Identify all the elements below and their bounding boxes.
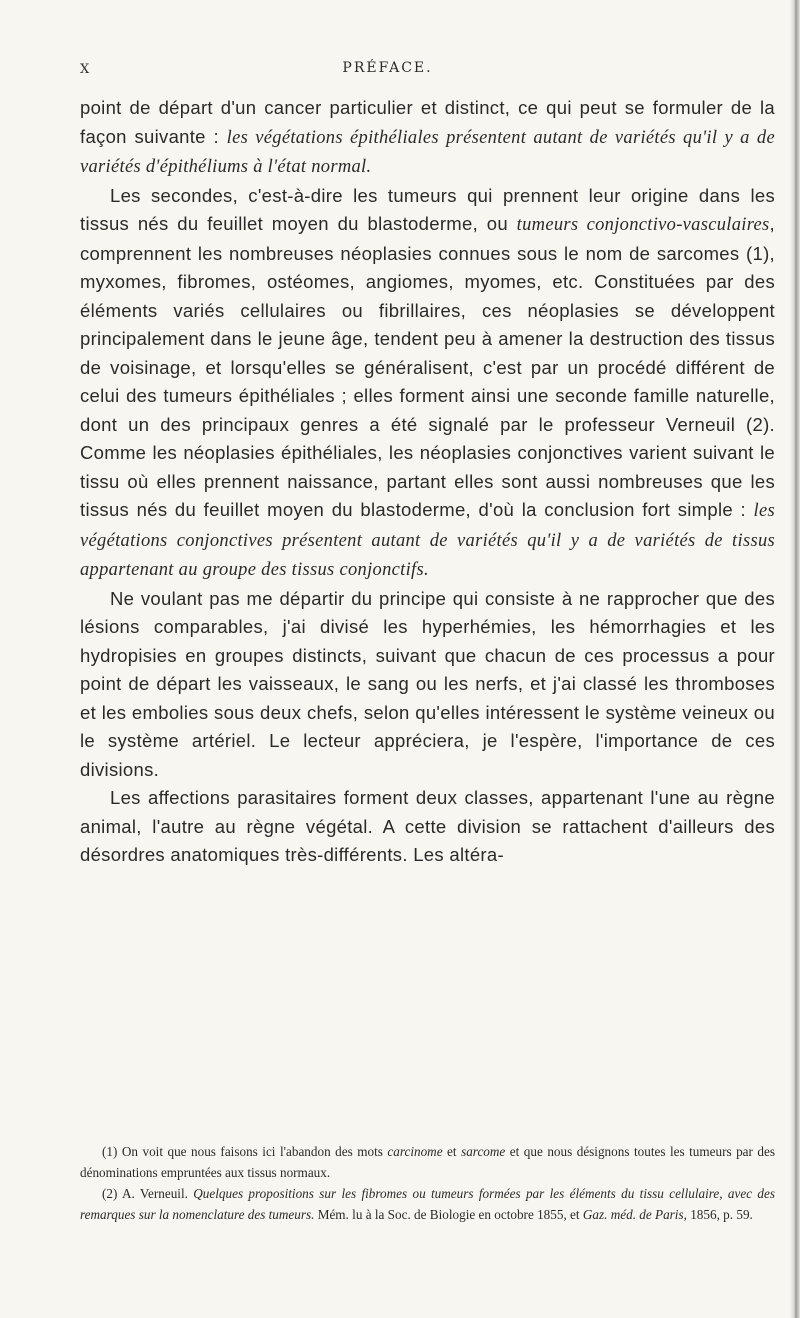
paragraph-2-text-a: Les secondes, c'est-à-dire les tumeurs qui prennent leur origine dans les tissus nés du feuillet moyen du blastoderme, ou	[80, 184, 775, 234]
paragraph-1	[80, 94, 775, 182]
paragraph-2	[80, 182, 775, 585]
footnote-1-text-c: et que nous désignons toutes les tumeurs par des dénominations empruntées aux tissus normaux.	[80, 1144, 775, 1180]
running-head: PRÉFACE.	[342, 60, 433, 76]
paragraph-2-italic-b: les végétations conjonctives présentent autant de variétés qu'il y a de variétés de tissus appartenant au groupe des tissus conjonctifs.	[80, 501, 775, 580]
footnote-2-text-b: Mém. lu à la Soc. de Biologie en octobre 1855, et	[314, 1207, 583, 1222]
footnote-1-text-a: (1) On voit que nous faisons ici l'abandon des mots	[102, 1144, 388, 1159]
footnotes	[80, 1141, 775, 1225]
footnote-1	[80, 1141, 775, 1183]
paragraph-3: Ne voulant pas me départir du principe qui consiste à ne rapprocher que des lésions comparables, j'ai divisé les hyperhémies, les hémorrhagies et les hydropisies en groupes distincts, suivant que chacun de ces processus a pour point de départ les vaisseaux, le sang ou les nerfs, et j'ai classé les thromboses et les embolies sous deux chefs, selon qu'elles intéressent le système veineux ou le système artériel. Le lecteur appréciera, je l'espère, l'importance de ces divisions.	[80, 587, 775, 780]
paragraph-2-italic-a: tumeurs conjonctivo-vasculaires	[516, 215, 770, 235]
footnote-1-text-b: et	[442, 1144, 462, 1159]
footnote-2-italic-b: Gaz. méd. de Paris	[582, 1207, 684, 1222]
footnote-1-italic-a: carcinome	[387, 1144, 443, 1159]
footnote-2-italic-a: Quelques propositions sur les fibromes ou tumeurs formées par les éléments du tissu cellulaire, avec des remarques sur la nomenclature des tumeurs.	[80, 1186, 775, 1222]
paragraph-4: Les affections parasitaires forment deux classes, appartenant l'une au règne animal, l'autre au règne végétal. A cette division se rattachent d'ailleurs des désordres anatomiques très-différents. Les altéra-	[80, 787, 775, 865]
footnote-2-text-c: , 1856, p. 59.	[683, 1207, 753, 1222]
footnote-2	[80, 1183, 775, 1225]
page-number: X	[80, 62, 91, 77]
main-text	[80, 94, 775, 870]
paragraph-2-text-b: , comprennent les nombreuses néoplasies connues sous le nom de sarcomes (1), myxomes, fibromes, ostéomes, angiomes, myomes, etc. Constituées par des éléments variés cellulaires ou fibrillaires, ces néoplasies se développent principalement dans le jeune âge, tendent peu à amener la destruction des tissus de voisinage, et lorsqu'elles se généralisent, c'est par un procédé différent de celui des tumeurs épithéliales ; elles forment ainsi une seconde famille naturelle, dont un des principaux genres a été signalé par le professeur Verneuil (2). Comme les néoplasies épithéliales, les néoplasies conjonctives varient suivant le tissu où elles prennent naissance, partant elles sont aussi nombreuses que les tissus nés du feuillet moyen du blastoderme, d'où la conclusion fort simple :	[80, 213, 775, 520]
footnote-2-text-a: (2) A. Verneuil.	[102, 1186, 194, 1201]
paragraph-1-text: point de départ d'un cancer particulier et distinct, ce qui peut se formuler de la façon suivante :	[80, 97, 775, 147]
paragraph-1-italic: les végétations épithéliales présentent autant de variétés qu'il y a de variétés d'épithéliums à l'état normal.	[80, 127, 775, 177]
footnote-1-italic-b: sarcome	[461, 1144, 506, 1159]
page-edge-shadow	[790, 0, 800, 1318]
